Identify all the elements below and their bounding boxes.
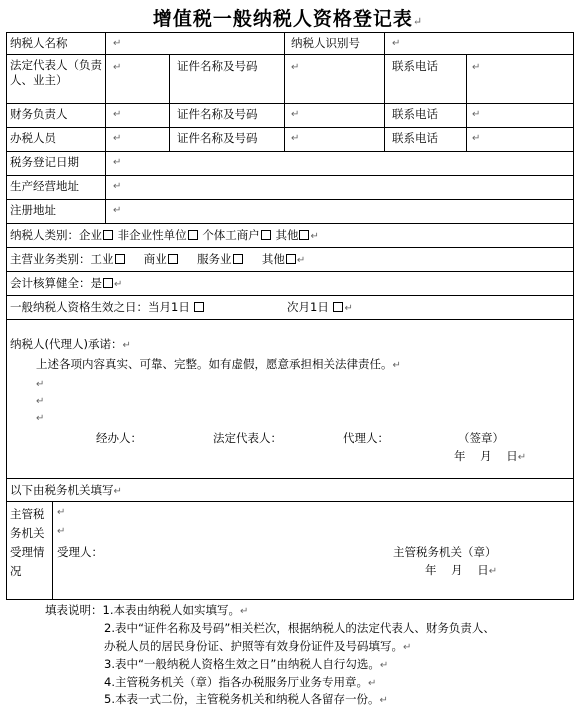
field-finance-cert[interactable]: ↵: [291, 109, 300, 120]
accounting-option-yes: 是: [90, 276, 102, 290]
label-finance-cert: 证件名称及号码: [177, 107, 258, 121]
business-checkbox-commerce[interactable]: [168, 254, 178, 264]
category-checkbox-individual[interactable]: [261, 230, 271, 240]
pledge-label: 纳税人(代理人)承诺：↵: [10, 337, 131, 351]
effective-date-label: 一般纳税人资格生效之日：: [10, 300, 148, 314]
label-taxpayer-id: 纳税人识别号: [291, 36, 360, 50]
label-finance-phone: 联系电话: [392, 107, 438, 121]
field-taxpayer-id[interactable]: ↵: [392, 38, 401, 49]
pledge-blank-line-2: ↵: [36, 396, 45, 407]
field-finance-phone[interactable]: ↵: [472, 109, 481, 120]
category-return-mark: ↵: [310, 231, 319, 242]
label-legal-rep-cert: 证件名称及号码: [177, 59, 258, 73]
main-business-label: 主营业务类别：: [10, 252, 91, 266]
category-checkbox-non-enterprise[interactable]: [188, 230, 198, 240]
business-option-commerce: 商业: [143, 252, 167, 266]
pledge-day-label: 日: [506, 449, 518, 463]
field-reg-date[interactable]: ↵: [113, 157, 122, 168]
pledge-year-label: 年: [454, 449, 466, 463]
field-handler-phone[interactable]: ↵: [472, 133, 481, 144]
effective-option-next-month: 次月1日: [287, 300, 329, 314]
accounting-row: [10, 276, 122, 292]
label-business-addr: 生产经营地址: [10, 179, 79, 193]
notes-line-3: 办税人员的居民身份证、护照等有效身份证件及号码填写。↵: [104, 639, 412, 653]
handler-signature-label: 经办人：: [96, 431, 142, 445]
business-option-service: 服务业: [197, 252, 232, 266]
effective-checkbox-current-month[interactable]: [194, 302, 204, 312]
pledge-text: 上述各项内容真实、可靠、完整。如有虚假，愿意承担相关法律责任。↵: [36, 357, 401, 371]
label-legal-rep-phone: 联系电话: [392, 59, 438, 73]
effective-checkbox-next-month[interactable]: [333, 302, 343, 312]
business-option-industry: 工业: [90, 252, 114, 266]
legal-rep-signature-label: 法定代表人：: [213, 431, 282, 445]
field-legal-rep-cert[interactable]: ↵: [291, 62, 300, 73]
effective-option-current-month: 当月1日: [148, 300, 190, 314]
field-reg-addr[interactable]: ↵: [113, 205, 122, 216]
form-title: 增值税一般纳税人资格登记表↵: [152, 8, 424, 30]
label-handler: 办税人员: [10, 131, 56, 145]
tax-office-blank-line-1: ↵: [57, 507, 66, 518]
tax-office-day-label: 日: [477, 563, 489, 577]
notes-line-4: 3.表中“一般纳税人资格生效之日”由纳税人自行勾选。↵: [104, 657, 389, 671]
receiver-label: 受理人：: [57, 545, 103, 559]
category-option-other: 其他: [275, 228, 299, 242]
business-checkbox-other[interactable]: [286, 254, 296, 264]
notes-line-5: 4.主管税务机关（章）指各办税服务厅业务专用章。↵: [104, 675, 377, 689]
tax-office-side-label: 主管税务机关受理情况: [10, 507, 45, 578]
notes-line-2: 2.表中“证件名称及号码”相关栏次，根据纳税人的法定代表人、财务负责人、: [104, 621, 495, 635]
effective-return-mark: ↵: [344, 303, 353, 314]
taxpayer-category-row: [10, 228, 319, 244]
tax-authority-seal-label: 主管税务机关（章）: [393, 545, 497, 559]
category-option-individual: 个体工商户: [202, 228, 260, 242]
main-business-row: [10, 252, 305, 268]
tax-office-blank-line-2: ↵: [57, 526, 66, 537]
tax-office-month-label: 月: [451, 563, 463, 577]
effective-date-next: [287, 300, 353, 316]
pledge-blank-line-1: ↵: [36, 379, 45, 390]
pledge-month-label: 月: [480, 449, 492, 463]
label-taxpayer-name: 纳税人名称: [10, 36, 68, 50]
category-option-enterprise: 企业: [79, 228, 102, 242]
field-taxpayer-name[interactable]: ↵: [113, 38, 122, 49]
label-legal-rep: 法定代表人（负责人、业主）: [10, 58, 102, 87]
taxpayer-category-label: 纳税人类别：: [10, 228, 79, 242]
effective-date-row: [10, 300, 205, 315]
accounting-return-mark: ↵: [114, 279, 123, 290]
field-legal-rep[interactable]: ↵: [113, 62, 122, 73]
business-return-mark: ↵: [296, 255, 306, 266]
pledge-blank-line-3: ↵: [36, 413, 45, 424]
notes-line-6: 5.本表一式二份，主管税务机关和纳税人各留存一份。↵: [104, 692, 388, 706]
label-reg-addr: 注册地址: [10, 203, 56, 217]
field-handler-cert[interactable]: ↵: [291, 133, 300, 144]
accounting-label: 会计核算健全：: [10, 276, 91, 290]
category-option-non-enterprise: 非企业性单位: [117, 228, 187, 242]
field-handler[interactable]: ↵: [113, 133, 122, 144]
category-checkbox-enterprise[interactable]: [103, 230, 113, 240]
agent-signature-label: 代理人：: [343, 431, 389, 445]
notes-line-1: 填表说明：1.本表由纳税人如实填写。↵: [45, 603, 249, 617]
business-checkbox-industry[interactable]: [115, 254, 125, 264]
category-checkbox-other[interactable]: [299, 230, 309, 240]
field-business-addr[interactable]: ↵: [113, 181, 122, 192]
label-handler-cert: 证件名称及号码: [177, 131, 258, 145]
business-option-other: 其他: [261, 252, 285, 266]
tax-office-header: 以下由税务机关填写↵: [10, 483, 122, 497]
pledge-date: 年 月 日↵: [454, 449, 527, 463]
seal-label: （签章）: [458, 431, 504, 445]
business-checkbox-service[interactable]: [233, 254, 243, 264]
label-finance-head: 财务负责人: [10, 107, 68, 121]
label-handler-phone: 联系电话: [392, 131, 438, 145]
tax-office-year-label: 年: [425, 563, 437, 577]
label-reg-date: 税务登记日期: [10, 155, 79, 169]
accounting-checkbox-yes[interactable]: [103, 278, 113, 288]
field-finance-head[interactable]: ↵: [113, 109, 122, 120]
tax-office-date: 年 月 日↵: [425, 563, 498, 577]
field-legal-rep-phone[interactable]: ↵: [472, 62, 481, 73]
